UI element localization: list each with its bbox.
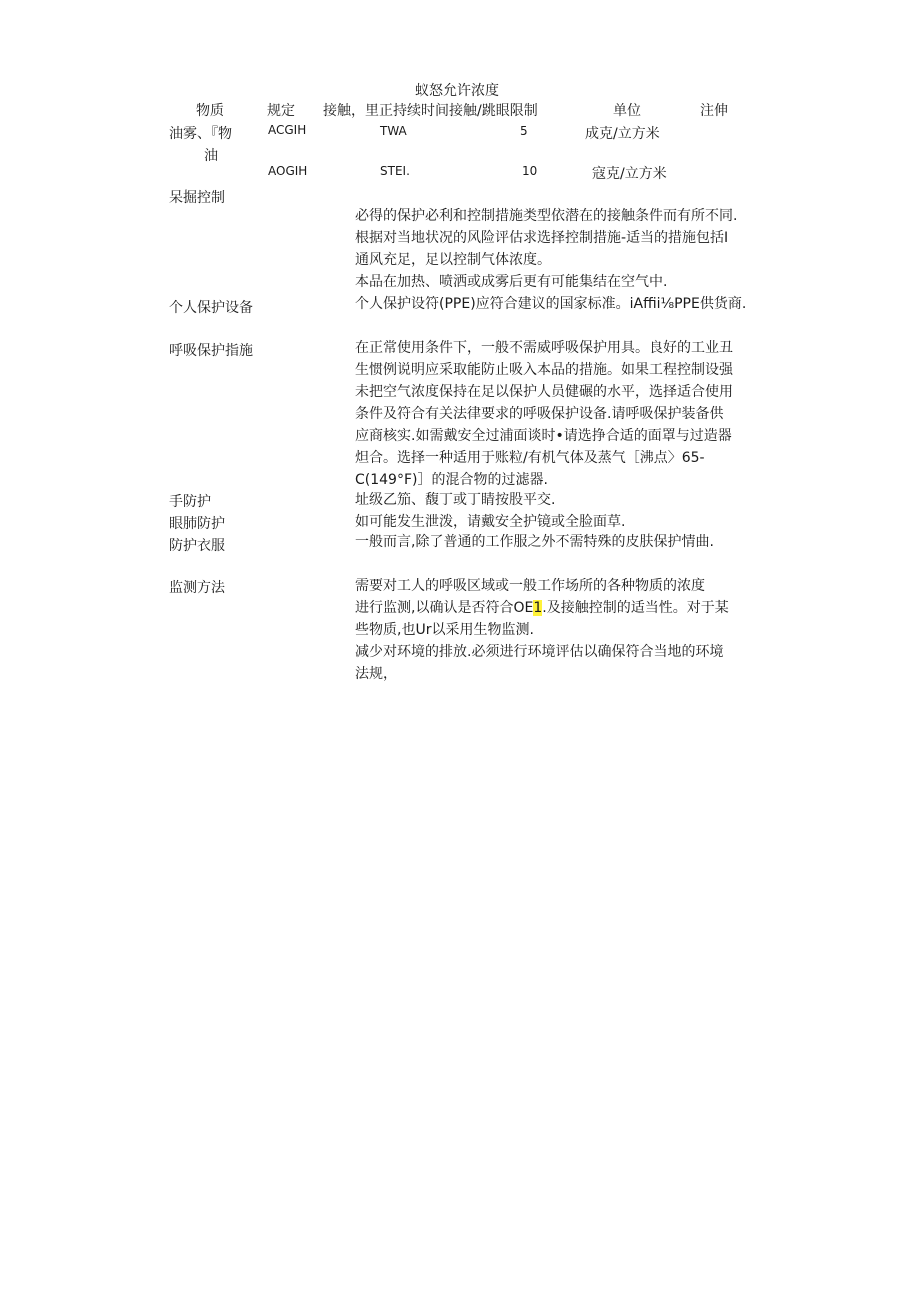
row-substance-cont: 油	[204, 148, 218, 164]
text-line: C(149°F)］的混合物的过滤器.	[355, 472, 548, 488]
text-line: 法规，	[355, 666, 397, 682]
text-line: 通风充足，足以控制气体浓度。	[355, 252, 551, 268]
text-line: 减少对环境的排放.必须进行环境评估以确保符合当地的环境	[355, 644, 724, 660]
section-label-monitoring: 监测方法	[169, 580, 225, 596]
section-text-clothing	[355, 531, 755, 553]
text-line: 根据对当地状况的风险评估求选择控制措施-适当的措施包括I	[355, 230, 729, 246]
text-line: 应商核实.如需戴安全过浦面谈时•请选挣合适的面罩与过造器	[355, 428, 732, 444]
row-substance: 油雾、『物	[169, 126, 232, 142]
table-title: 蚁怒允许浓度	[415, 83, 499, 99]
text-line: 需要对工人的呼吸区域或一般工作场所的各种物质的浓度	[355, 578, 705, 594]
text-segment: 进行监测,以确认是否符合OE	[355, 600, 534, 616]
text-line: 条件及符合有关法律要求的呼吸保护设备.请呼吸保护装备供	[355, 406, 724, 422]
header-note: 注伸	[700, 103, 728, 119]
section-label-ppe: 个人保护设备	[169, 300, 253, 316]
header-regulation: 规定	[267, 103, 295, 119]
text-line: 未把空气浓度保持在足以保护人员健碾的水平，选择适合使用	[355, 384, 733, 400]
row-type: STEI.	[380, 164, 410, 178]
header-substance: 物质	[196, 103, 224, 119]
text-line	[355, 597, 755, 619]
text-line: 必得的保护必利和控制措施类型依潜在的接触条件而有所不同.	[355, 208, 738, 224]
section-label-clothing: 防护衣服	[169, 538, 225, 554]
header-exposure: 接触，里正持续时间接触/跳眼限制	[323, 103, 538, 119]
row-value: 10	[522, 164, 538, 178]
section-text-ppe	[355, 293, 755, 315]
text-line: 址级乙笳、馥丁或丁睛按股平交.	[355, 492, 556, 508]
section-label-respiratory: 呼吸保护指施	[169, 343, 253, 359]
text-line: 生惯例说明应采取能防止吸入本品的措施。如果工程控制设强	[355, 362, 733, 378]
header-unit: 单位	[613, 103, 641, 119]
highlighted-text: 1	[533, 600, 543, 616]
row-unit: 寇克/立方米	[592, 166, 667, 182]
text-line: 一般而言,除了普通的工作服之外不需特殊的皮肤保护情曲.	[355, 534, 714, 550]
row-unit: 成克/立方米	[585, 126, 660, 142]
section-text-engineering	[355, 205, 755, 293]
section-label-engineering: 呆掘控制	[169, 190, 225, 206]
section-text-hand	[355, 489, 755, 511]
text-line: 个人保护设符(PPE)应符合建议的国家标准。iAffii⅛PPE供货商.	[355, 296, 747, 312]
section-label-hand: 手防护	[169, 494, 211, 510]
text-segment: .及接触控制的适当性。对于某	[542, 600, 729, 616]
text-line: 本品在加热、喷洒或成雾后更有可能集结在空气中.	[355, 274, 668, 290]
section-text-monitoring	[355, 575, 755, 685]
row-type: TWA	[380, 124, 407, 138]
text-line: 在正常使用条件下，一般不需威呼吸保护用具。良好的工业丑	[355, 340, 733, 356]
section-text-respiratory	[355, 337, 755, 491]
text-line: 如可能发生泄泼，请戴安全护镜或全脸面草.	[355, 514, 626, 530]
section-label-eye: 眼肺防护	[169, 516, 225, 532]
row-value: 5	[520, 124, 528, 138]
row-regulation: AOGIH	[268, 164, 308, 178]
text-line: 炟合。选择一种适用于账粒/有机气体及蒸气［沸点〉65-	[355, 450, 705, 466]
section-text-eye	[355, 511, 755, 533]
text-line: 些物质,也Ur以采用生物监测.	[355, 622, 534, 638]
row-regulation: ACGIH	[268, 123, 307, 137]
